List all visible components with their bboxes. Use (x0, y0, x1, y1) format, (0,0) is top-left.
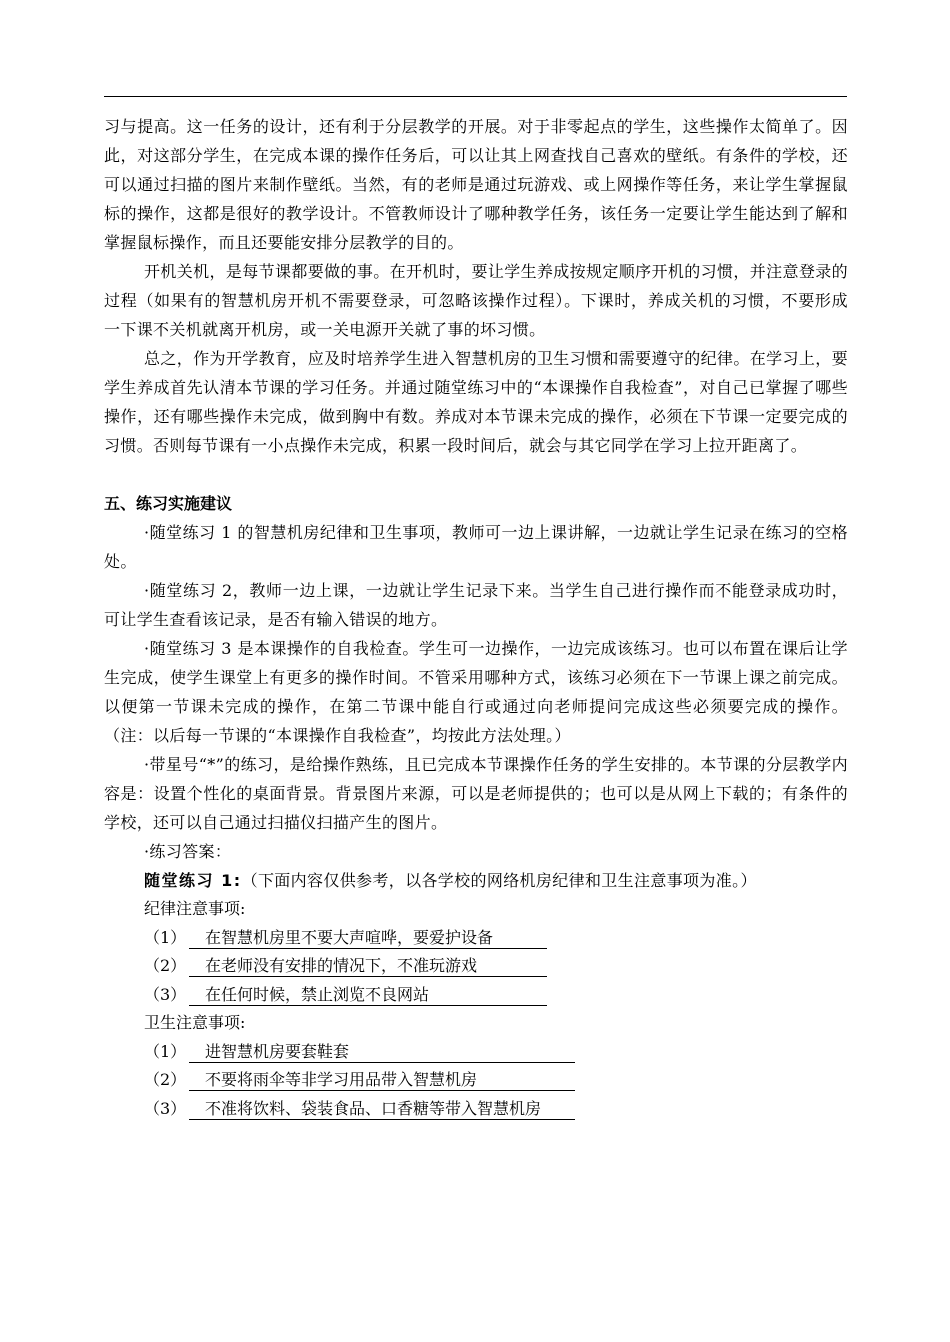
item-number: （2） (144, 1070, 187, 1089)
answer-blank: 在智慧机房里不要大声喧哗，要爱护设备 (189, 928, 547, 949)
paragraph-2: 开机关机，是每节课都要做的事。在开机时，要让学生养成按规定顺序开机的习惯，并注意登录的过程（如果有的智慧机房开机不需要登录，可忽略该操作过程）。下课时，养成关机的习惯，不要形成一下课不关机就离开机房，或一关电源开关就了事的坏习惯。 (104, 262, 848, 339)
item-number: （3） (144, 984, 187, 1004)
exercise-1-intro (104, 866, 848, 895)
section-heading: 五、练习实施建议 (104, 494, 233, 513)
hygiene-item-2 (104, 1066, 848, 1095)
paragraph-3: 总之，作为开学教育，应及时培养学生进入智慧机房的卫生习惯和需要遵守的纪律。在学习上，要学生养成首先认清本节课的学习任务。并通过随堂练习中的“本课操作自我检查”，对自己已掌握了哪些操作，还有哪些操作未完成，做到胸中有数。养成对本节课未完成的操作，必须在下节课一定要完成的习惯。否则每节课有一小点操作未完成，积累一段时间后，就会与其它同学在学习上拉开距离了。 (104, 349, 848, 455)
document-body (104, 112, 848, 1123)
answer-blank: 进智慧机房要套鞋套 (189, 1042, 575, 1063)
answer-blank: 在任何时候，禁止浏览不良网站 (189, 985, 547, 1006)
suggestion-item-5: ·练习答案： (144, 842, 232, 861)
hygiene-item-3 (104, 1095, 848, 1124)
spacer (104, 460, 848, 489)
hygiene-label: 卫生注意事项: (144, 1013, 246, 1032)
answer-blank: 不准将饮料、袋装食品、口香糖等带入智慧机房 (189, 1099, 575, 1120)
suggestion-item-2: ·随堂练习 2，教师一边上课，一边就让学生记录下来。当学生自己进行操作而不能登录成功时，可让学生查看该记录，是否有输入错误的地方。 (104, 581, 848, 629)
item-number: （2） (144, 956, 187, 975)
suggestion-item-4: ·带星号“*”的练习，是给操作熟练，且已完成本节课操作任务的学生安排的。本节课的分层教学内容是：设置个性化的桌面背景。背景图片来源，可以是老师提供的；也可以是从网上下载的；有条件的学校，还可以自己通过扫描仪扫描产生的图片。 (104, 755, 848, 832)
discipline-item-2 (104, 952, 848, 981)
discipline-item-3 (104, 981, 848, 1010)
item-number: （1） (144, 927, 187, 947)
item-number: （3） (144, 1098, 187, 1118)
exercise-1-title: 随堂练习 1: (144, 871, 242, 890)
item-number: （1） (144, 1041, 187, 1061)
suggestion-item-3: ·随堂练习 3 是本课操作的自我检查。学生可一边操作，一边完成该练习。也可以布置在课后让学生完成，使学生课堂上有更多的操作时间。不管采用哪种方式，该练习必须在下一节课上课之前完成。以便第一节课未完成的操作，在第二节课中能自行或通过向老师提问完成这些必须要完成的操作。（注：以后每一节课的“本课操作自我检查”，均按此方法处理。） (104, 639, 848, 745)
hygiene-item-1 (104, 1038, 848, 1067)
header-rule (104, 96, 847, 97)
suggestion-item-1: ·随堂练习 1 的智慧机房纪律和卫生事项，教师可一边上课讲解，一边就让学生记录在练习的空格处。 (104, 523, 848, 571)
discipline-label: 纪律注意事项: (144, 899, 246, 918)
exercise-1-note: （下面内容仅供参考，以各学校的网络机房纪律和卫生注意事项为准。） (241, 871, 757, 890)
answer-blank: 不要将雨伞等非学习用品带入智慧机房 (189, 1070, 575, 1091)
answer-blank: 在老师没有安排的情况下，不准玩游戏 (189, 956, 547, 977)
paragraph-1: 习与提高。这一任务的设计，还有利于分层教学的开展。对于非零起点的学生，这些操作太简单了。因此，对这部分学生，在完成本课的操作任务后，可以让其上网查找自己喜欢的壁纸。有条件的学校，还可以通过扫描的图片来制作壁纸。当然，有的老师是通过玩游戏、或上网操作等任务，来让学生掌握鼠标的操作，这都是很好的教学设计。不管教师设计了哪种教学任务，该任务一定要让学生能达到了解和掌握鼠标操作，而且还要能安排分层教学的目的。 (104, 117, 848, 252)
discipline-item-1 (104, 924, 848, 953)
